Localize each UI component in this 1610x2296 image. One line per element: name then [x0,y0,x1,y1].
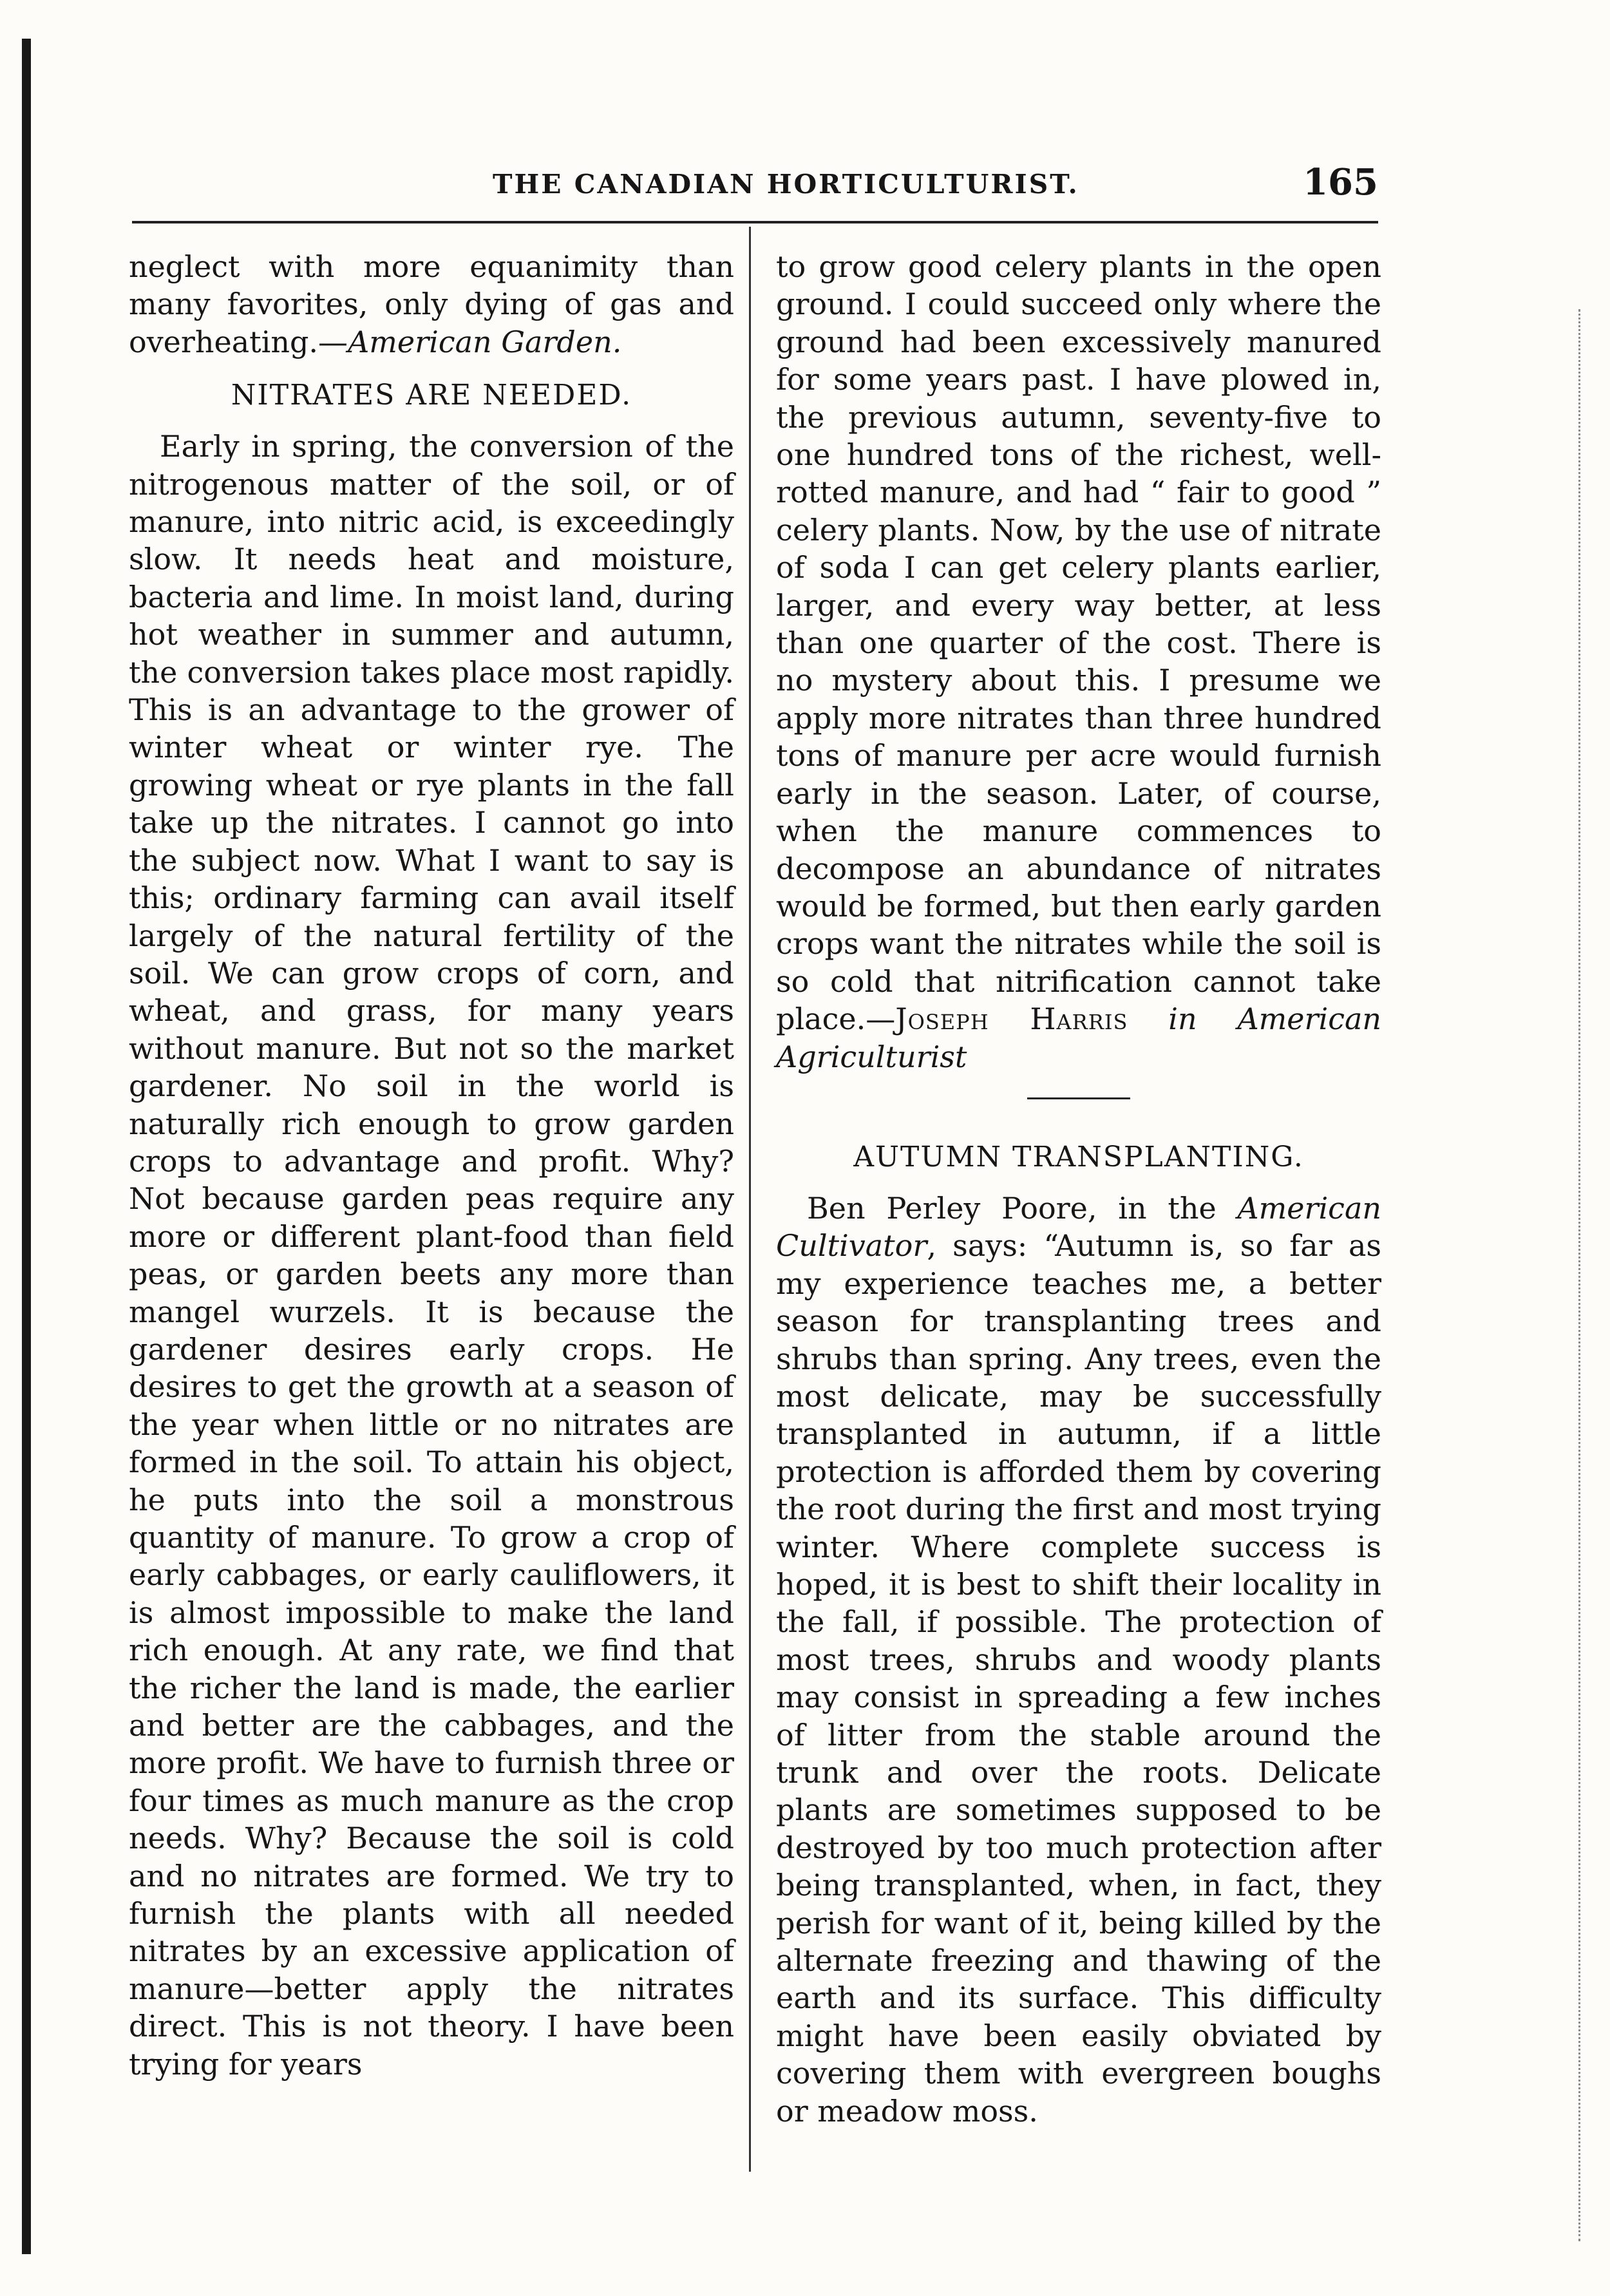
autumn-body-paragraph [776,1190,1381,2130]
autumn-source: American Cultivator [776,1190,1381,1264]
page-edge-marks [1578,309,1584,2241]
autumn-intro: Ben Perley Poore, in the [807,1190,1238,1226]
binding-edge [22,39,31,2254]
column-divider [749,227,751,2172]
article-author: Joseph Harris [895,1001,1128,1037]
article-heading-autumn: AUTUMN TRANSPLANTING. [853,1140,1304,1173]
article-heading-nitrates: NITRATES ARE NEEDED. [231,379,632,412]
autumn-body: “Autumn is, so far as my experience teaches me, a better season for transplanting trees and shrubs than spring. Any trees, even the most delicate, may be successfully transplanted in autumn, if a little protection is afforded them by covering the root during the first and most trying winter. Where complete success is hoped, it is best to shift their locality in the fall, if possible. The protection of most trees, shrubs and woody plants may consist in spreading a few inches of litter from the stable around the trunk and over the roots. Delicate plants are sometimes supposed to be destroyed by too much protection after being transplanted, when, in fact, they perish for want of it, being killed by the alternate freezing and thawing of the earth and its surface. This difficulty might have been easily obviated by covering them with evergreen boughs or meadow moss. [776,1228,1381,2129]
continuation-source: American Garden. [348,324,622,359]
autumn-says: , says: [927,1228,1028,1264]
continuation-text: neglect with more equanimity than many favorites, only dying of gas and overheating.— [129,249,734,359]
right-column [776,248,1381,2130]
page-number: 165 [1303,161,1378,204]
continuation-paragraph [129,248,734,361]
section-separator [1027,1097,1130,1099]
article-source: American Agriculturist [776,1001,1382,1074]
nitrates-continued-text: to grow good celery plants in the open ground. I could succeed only where the ground had been excessively manured for some years past. I have plowed in, the previous autumn, seventy-five to one hundred tons of the richest, well-rotted manure, and had “ fair to good ” celery plants. Now, by the use of nitrate of soda I can get celery plants earlier, larger, and every way better, at less than one quarter of the cost. There is no mystery about this. I presume we apply more nitrates than three hundred tons of manure per acre would furnish early in the season. Later, of course, when the manure commences to decompose an abundance of nitrates would be formed, but then early garden crops want the nitrates while the soil is so cold that nitrification cannot take place.— [776,249,1381,1037]
nitrates-body: Early in spring, the conversion of the nitrogenous matter of the soil, or of manure, into nitric acid, is exceedingly slow. It needs heat and moisture, bacteria and lime. In moist land, during hot weather in summer and autumn, the conversion takes place most rapidly. This is an advantage to the grower of winter wheat or winter rye. The growing wheat or rye plants in the fall take up the nitrates. I cannot go into the subject now. What I want to say is this; ordinary farming can avail itself largely of the natural fertility of the soil. We can grow crops of corn, and wheat, and grass, for many years without manure. But not so the market gardener. No soil in the world is naturally rich enough to grow garden crops to advantage and profit. Why? Not because garden peas require any more or different plant-food than field peas, or garden beets any more than mangel wurzels. It is because the gardener desires early crops. He desires to get the growth at a season of the year when little or no nitrates are formed in the soil. To attain his object, he puts into the soil a monstrous quantity of manure. To grow a crop of early cabbages, or early cauliflowers, it is almost impossible to make the land rich enough. At any rate, we find that the richer the land is made, the earlier and better are the cabbages, and the more profit. We have to furnish three or four times as much manure as the crop needs. Why? Because the soil is cold and no nitrates are formed. We try to furnish the plants with all needed nitrates by an excessive application of manure—better apply the nitrates direct. This is not theory. I have been trying for years [129,429,734,2082]
running-title: THE CANADIAN HORTICULTURIST. [493,169,1079,200]
header-rule [132,221,1378,223]
left-column [129,248,734,2083]
author-in: in [1168,1001,1197,1037]
page-header [132,161,1378,206]
nitrates-continued-paragraph [776,248,1381,1076]
